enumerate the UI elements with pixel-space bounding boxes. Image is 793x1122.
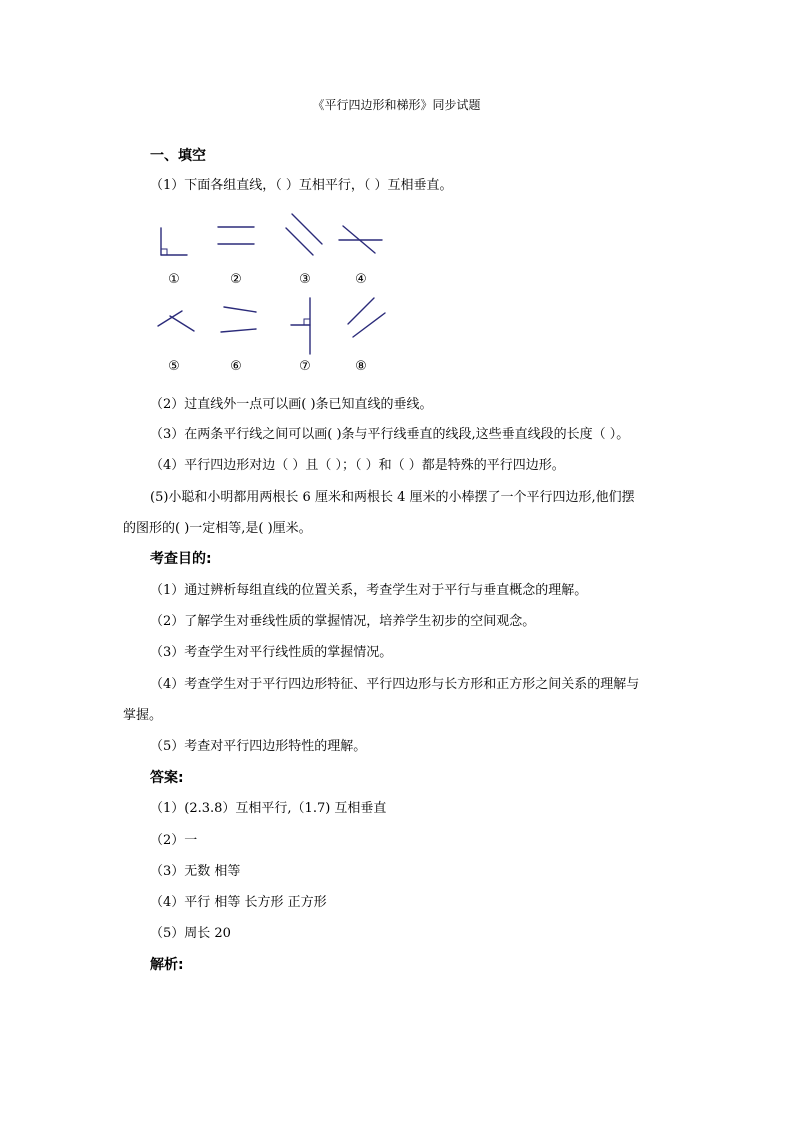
question-4: （4）平行四边形对边（ ）且（ ）；（ ）和（ ）都是特殊的平行四边形。 xyxy=(150,458,565,473)
purpose-5: （5）考查对平行四边形特性的理解。 xyxy=(150,739,367,754)
section-heading-fill-in: 一、填空 xyxy=(150,148,206,164)
figure-label-7: ⑦ xyxy=(299,359,311,374)
answer-3: （3）无数 相等 xyxy=(150,864,241,879)
question-3: （3）在两条平行线之间可以画( )条与平行线垂直的线段,这些垂直线段的长度（ ）。 xyxy=(150,427,630,442)
figure-7-perpendicular xyxy=(291,298,310,354)
answer-2: （2）一 xyxy=(150,833,198,848)
figure-8-parallel xyxy=(348,298,385,337)
figure-label-6: ⑥ xyxy=(230,359,242,374)
line-figures-svg xyxy=(150,208,400,378)
section-heading-analysis: 解析: xyxy=(150,957,184,973)
figure-label-2: ② xyxy=(230,272,242,287)
figure-label-3: ③ xyxy=(299,272,311,287)
question-5-line-2: 的图形的( )一定相等,是( )厘米。 xyxy=(123,521,312,536)
answer-4: （4）平行 相等 长方形 正方形 xyxy=(150,895,327,910)
figure-4-intersecting xyxy=(339,226,382,253)
figure-6-nonparallel xyxy=(221,307,256,332)
question-5-line-1: (5)小聪和小明都用两根长 6 厘米和两根长 4 厘米的小棒摆了一个平行四边形,他们摆 xyxy=(150,490,635,505)
question-1: （1）下面各组直线，（ ）互相平行，（ ）互相垂直。 xyxy=(150,178,453,193)
figure-label-8: ⑧ xyxy=(355,359,367,374)
section-heading-answer: 答案: xyxy=(150,770,184,786)
purpose-4-line-2: 掌握。 xyxy=(123,708,163,723)
purpose-4-line-1: （4）考查学生对于平行四边形特征、平行四边形与长方形和正方形之间关系的理解与 xyxy=(150,677,640,692)
figure-5-intersecting xyxy=(158,311,194,331)
answer-5: （5）周长 20 xyxy=(150,926,231,941)
figure-3-parallel xyxy=(286,214,322,255)
section-heading-purpose: 考查目的: xyxy=(150,551,212,567)
figure-1-perpendicular xyxy=(161,228,187,255)
figure-label-1: ① xyxy=(168,272,180,287)
purpose-3: （3）考查学生对平行线性质的掌握情况。 xyxy=(150,645,393,660)
document-title: 《平行四边形和梯形》同步试题 xyxy=(312,98,481,112)
line-figures xyxy=(150,208,400,378)
purpose-1: （1）通过辨析每组直线的位置关系，考查学生对于平行与垂直概念的理解。 xyxy=(150,583,588,598)
answer-1: （1）(2.3.8）互相平行,（1.7) 互相垂直 xyxy=(150,801,387,816)
figure-2-parallel xyxy=(218,227,254,244)
figure-label-5: ⑤ xyxy=(168,359,180,374)
question-2: （2）过直线外一点可以画( )条已知直线的垂线。 xyxy=(150,397,433,412)
figure-label-4: ④ xyxy=(355,272,367,287)
purpose-2: （2）了解学生对垂线性质的掌握情况，培养学生初步的空间观念。 xyxy=(150,614,536,629)
